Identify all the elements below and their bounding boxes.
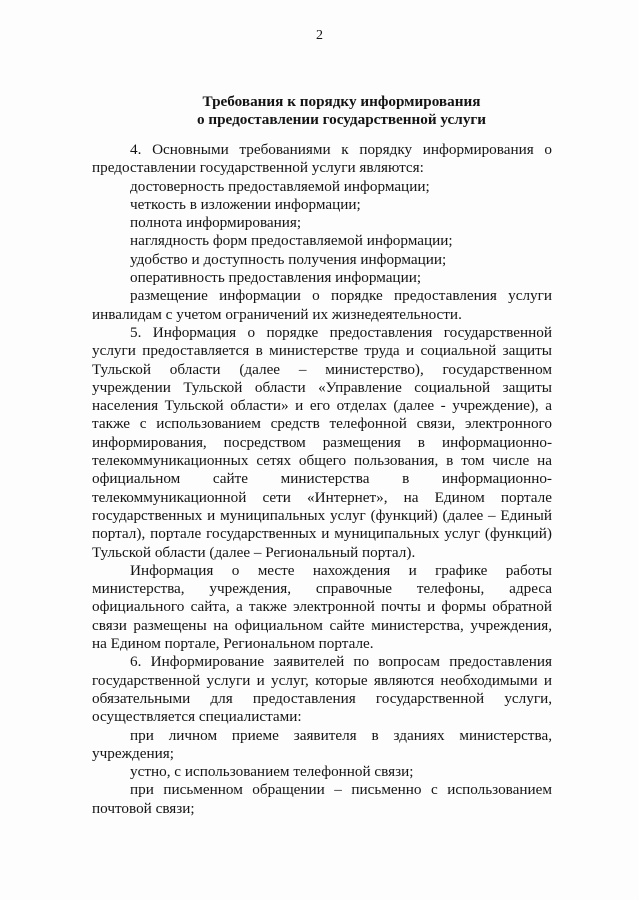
list-item: наглядность форм предоставляемой информации; bbox=[130, 232, 453, 250]
list-item: при письменном обращении – письменно с использованием почтовой связи; bbox=[92, 781, 552, 817]
list-item: достоверность предоставляемой информации; bbox=[130, 177, 430, 195]
paragraph-5: 5. Информация о порядке предоставления государственной услуги предоставляется в министерстве труда и социальной защиты Тульской области (далее – министерство), государственном учреждении Тульской области «Управление социальной защиты населения Тульской области» и его отделах (далее - учреждение), а также с использованием средств телефонной связи, электронного информирования, посредством размещения в информационно-телекоммуникационных сетях общего пользования, в том числе на официальном сайте министерства в информационно-телекоммуникационной сети «Интернет», на Едином портале государственных и муниципальных услуг (функций) (далее – Единый портал), портале государственных и муниципальных услуг (функций) Тульской области (далее – Региональный портал). bbox=[92, 323, 552, 561]
list-item: размещение информации о порядке предоставления услуги инвалидам с учетом ограничений их жизнедеятельности. bbox=[92, 287, 552, 323]
list-item: устно, с использованием телефонной связи; bbox=[130, 763, 414, 781]
heading-line-2: о предоставлении государственной услуги bbox=[196, 111, 487, 128]
list-item: удобство и доступность получения информации; bbox=[130, 250, 447, 268]
paragraph-6: 6. Информирование заявителей по вопросам предоставления государственной услуги и услуг, которые являются необходимыми и обязательными для предоставления государственной услуги, осуществляется специалистами: bbox=[92, 653, 552, 726]
paragraph-5-info: Информация о месте нахождения и графике работы министерства, учреждения, справочные телефоны, адреса официального сайта, а также электронной почты и формы обратной связи размещены на официальном сайте министерства, учреждения, на Едином портале, Региональном портале. bbox=[92, 561, 552, 653]
paragraph-4: 4. Основными требованиями к порядку информирования о предоставлении государственной услуги являются: bbox=[92, 141, 552, 177]
list-item: оперативность предоставления информации; bbox=[130, 269, 422, 287]
page-number: 2 bbox=[316, 28, 323, 43]
document-body bbox=[92, 141, 552, 818]
section-heading bbox=[0, 93, 639, 129]
list-item: при личном приеме заявителя в зданиях министерства, учреждения; bbox=[92, 726, 552, 762]
list-item: полнота информирования; bbox=[130, 214, 302, 232]
heading-line-1: Требования к порядку информирования bbox=[202, 93, 481, 110]
list-item: четкость в изложении информации; bbox=[130, 195, 361, 213]
